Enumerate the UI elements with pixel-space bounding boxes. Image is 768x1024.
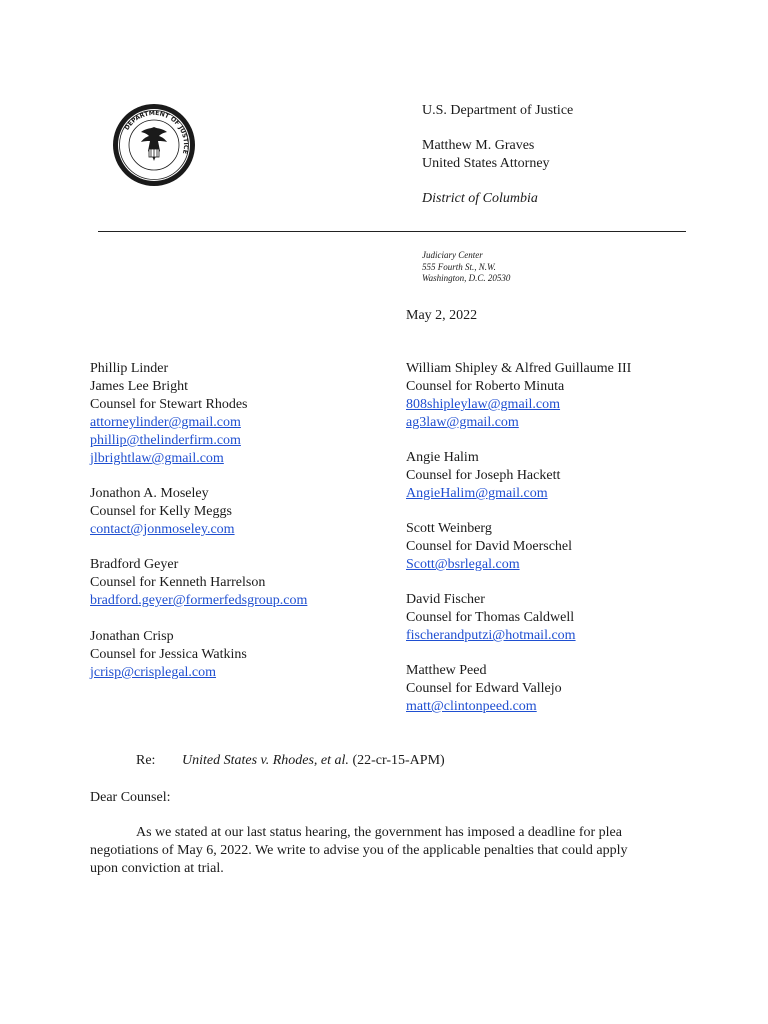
subject-label: Re: xyxy=(136,753,156,768)
recipient-block xyxy=(90,628,247,682)
counsel-for: Counsel for Joseph Hackett xyxy=(406,468,561,483)
address-line: 555 Fourth St., N.W. xyxy=(422,261,496,272)
body-paragraph xyxy=(90,824,680,878)
recipient-block xyxy=(406,360,631,432)
recipient-block xyxy=(406,449,560,503)
email-link[interactable]: jlbrightlaw@gmail.com xyxy=(90,451,224,466)
office-address xyxy=(422,250,510,285)
doj-seal-icon xyxy=(112,103,196,187)
header-divider xyxy=(98,231,686,232)
counsel-for: Counsel for Kenneth Harrelson xyxy=(90,575,266,590)
department-name: U.S. Department of Justice xyxy=(422,103,574,118)
salutation: Dear Counsel: xyxy=(90,790,171,805)
counsel-for: Counsel for Kelly Meggs xyxy=(90,504,232,519)
recipient-block xyxy=(406,591,576,645)
email-link[interactable]: phillip@thelinderfirm.com xyxy=(90,433,241,448)
email-link[interactable]: ag3law@gmail.com xyxy=(406,415,519,430)
recipient-name: Phillip Linder xyxy=(90,361,169,376)
recipient-name: David Fischer xyxy=(406,592,485,607)
svg-text:DEPARTMENT OF JUSTICE: DEPARTMENT OF JUSTICE xyxy=(123,109,190,155)
email-link[interactable]: matt@clintonpeed.com xyxy=(406,699,537,714)
case-name: United States v. Rhodes, et al. xyxy=(182,753,349,768)
body-line: As we stated at our last status hearing, the government has imposed a deadline for plea xyxy=(136,825,622,840)
email-link[interactable]: jcrisp@crisplegal.com xyxy=(90,665,217,680)
recipient-name: Jonathon A. Moseley xyxy=(90,486,209,501)
recipient-block xyxy=(90,360,247,468)
counsel-for: Counsel for Thomas Caldwell xyxy=(406,610,575,625)
email-link[interactable]: fischerandputzi@hotmail.com xyxy=(406,628,576,643)
email-link[interactable]: AngieHalim@gmail.com xyxy=(406,486,548,501)
case-reference xyxy=(182,752,445,770)
recipient-name: James Lee Bright xyxy=(90,379,188,394)
attorney-name: Matthew M. Graves xyxy=(422,138,535,153)
recipient-name: Scott Weinberg xyxy=(406,521,492,536)
recipient-name: Angie Halim xyxy=(406,450,479,465)
email-link[interactable]: contact@jonmoseley.com xyxy=(90,522,235,537)
address-line: Washington, D.C. 20530 xyxy=(422,273,511,283)
email-link[interactable]: 808shipleylaw@gmail.com xyxy=(406,397,561,412)
subject-line xyxy=(136,752,445,770)
recipient-name: Jonathan Crisp xyxy=(90,629,174,644)
address-line: Judiciary Center xyxy=(422,250,483,260)
recipient-block xyxy=(90,556,307,610)
body-line: negotiations of May 6, 2022. We write to advise you of the applicable penalties that could apply xyxy=(90,843,628,858)
counsel-for: Counsel for David Moerschel xyxy=(406,539,573,554)
recipient-block xyxy=(406,520,572,574)
counsel-for: Counsel for Roberto Minuta xyxy=(406,379,565,394)
recipient-name: Matthew Peed xyxy=(406,663,487,678)
case-number: (22-cr-15-APM) xyxy=(348,753,445,768)
email-link[interactable]: bradford.geyer@formerfedsgroup.com xyxy=(90,593,308,608)
counsel-for: Counsel for Stewart Rhodes xyxy=(90,397,248,412)
letter-date: May 2, 2022 xyxy=(406,308,478,323)
email-link[interactable]: attorneylinder@gmail.com xyxy=(90,415,241,430)
recipient-block xyxy=(406,662,562,716)
email-link[interactable]: Scott@bsrlegal.com xyxy=(406,557,520,572)
recipient-block xyxy=(90,485,235,539)
body-line: upon conviction at trial. xyxy=(90,861,224,876)
recipient-name: Bradford Geyer xyxy=(90,557,179,572)
counsel-for: Counsel for Jessica Watkins xyxy=(90,647,247,662)
counsel-for: Counsel for Edward Vallejo xyxy=(406,681,562,696)
recipient-name: William Shipley & Alfred Guillaume III xyxy=(406,361,632,376)
attorney-title: United States Attorney xyxy=(422,156,550,171)
district-name: District of Columbia xyxy=(422,191,538,206)
